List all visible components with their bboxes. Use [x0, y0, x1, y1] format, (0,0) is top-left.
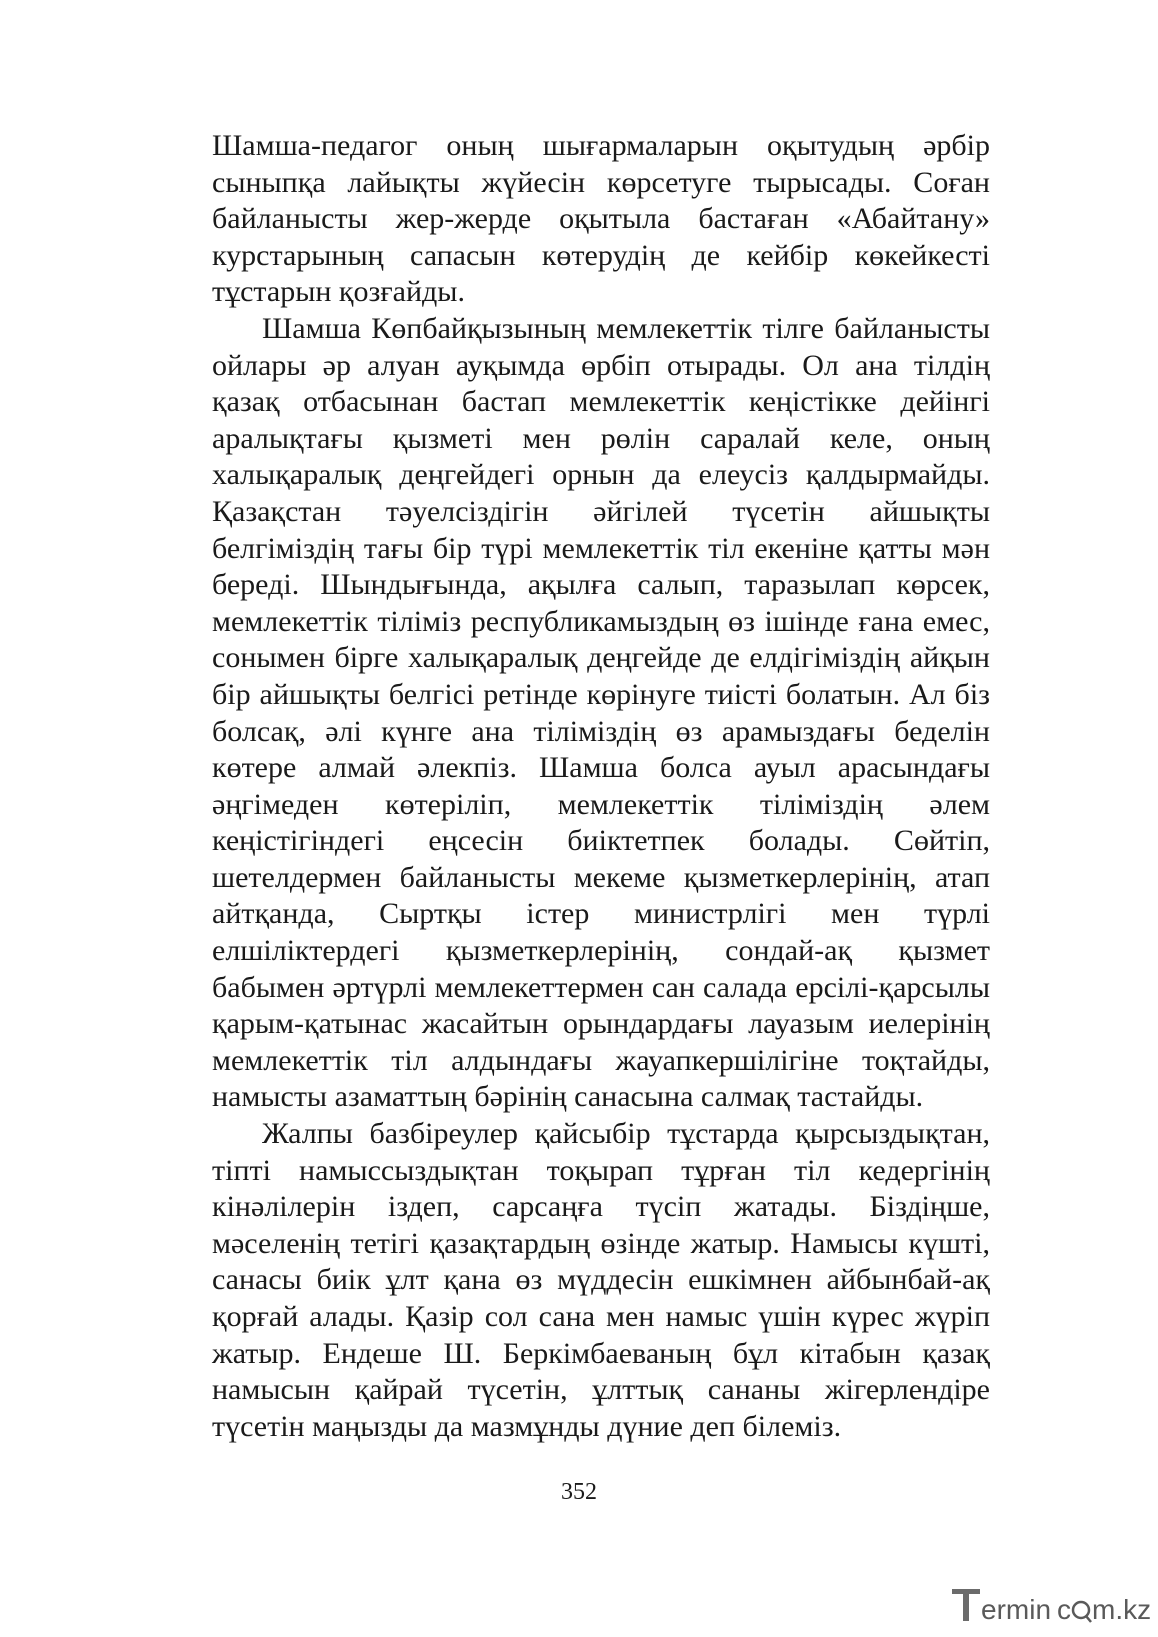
termincom-logo-icon	[950, 1581, 1152, 1625]
svg-text:c: c	[1057, 1594, 1071, 1625]
site-watermark-logo	[950, 1581, 1152, 1625]
body-text	[212, 128, 990, 1445]
paragraph-continuation: Шамша-педагог оның шығармаларын оқытудың әрбір сыныпқа лайықты жүйесін көрсетуге тырысады. Соған байланысты жер-жерде оқытыла бастаған «Абайтану» курстарының сапасын көтерудің де кейбір көкейкесті тұстарын қозғайды.	[212, 129, 990, 309]
svg-text:m.kz: m.kz	[1092, 1594, 1152, 1625]
paragraph-conclusion: Жалпы базбіреулер қайсыбір тұстарда қырсыздықтан, тіпті намыссыздықтан тоқырап тұрған тіл кедергінің кінәлілерін іздеп, сарсаңға түсіп жатады. Біздіңше, мәселенің тетігі қазақтардың өзінде жатыр. Намысы күшті, санасы биік ұлт қана өз мүддесін ешкімнен айбынбай-ақ қорғай алады. Қазір сол сана мен намыс үшін күрес жүріп жатыр. Ендеше Ш. Беркімбаеваның бұл кітабын қазақ намысын қайрай түсетін, ұлттық сананы жігерлендіре түсетін маңызды да мазмұнды дүние деп білеміз.	[212, 1117, 990, 1443]
svg-text:ermin: ermin	[981, 1594, 1052, 1625]
page-number: 352	[561, 1479, 597, 1505]
paragraph-state-language: Шамша Көпбайқызының мемлекеттік тілге байланысты ойлары әр алуан ауқымда өрбіп отырады. Ол ана тілдің қазақ отбасынан бастап мемлекеттік кеңістікке дейінгі аралықтағы қызметі мен рөлін саралай келе, оның халықаралық деңгейдегі орнын да елеусіз қалдырмайды. Қазақстан тәуелсіздігін әйгілей түсетін айшықты белгіміздің тағы бір түрі мемлекеттік тіл екеніне қатты мән береді. Шындығында, ақылға салып, таразылап көрсек, мемлекеттік тіліміз республикамыздың өз ішінде ғана емес, сонымен бірге халықаралық деңгейде де елдігіміздің айқын бір айшықты белгісі ретінде көрінуге тиісті болатын. Ал біз болсақ, әлі күнге ана тіліміздің өз арамыздағы беделін көтере алмай әлекпіз. Шамша болса ауыл арасындағы әңгімеден көтеріліп, мемлекеттік тіліміздің әлем кеңістігіндегі еңсесін биіктетпек болады. Сөйтіп, шетелдермен байланысты мекеме қызметкерлерінің, атап айтқанда, Сыртқы істер министрлігі мен түрлі елшіліктердегі қызметкерлерінің, сондай-ақ қызмет бабымен әртүрлі мемлекеттермен сан салада ерсілі-қарсылы қарым-қатынас жасайтын орындардағы лауазым иелерінің мемлекеттік тіл алдындағы жауапкершілігіне тоқтайды, намысты азаматтың бәрінің санасына салмақ тастайды.	[212, 311, 990, 1114]
